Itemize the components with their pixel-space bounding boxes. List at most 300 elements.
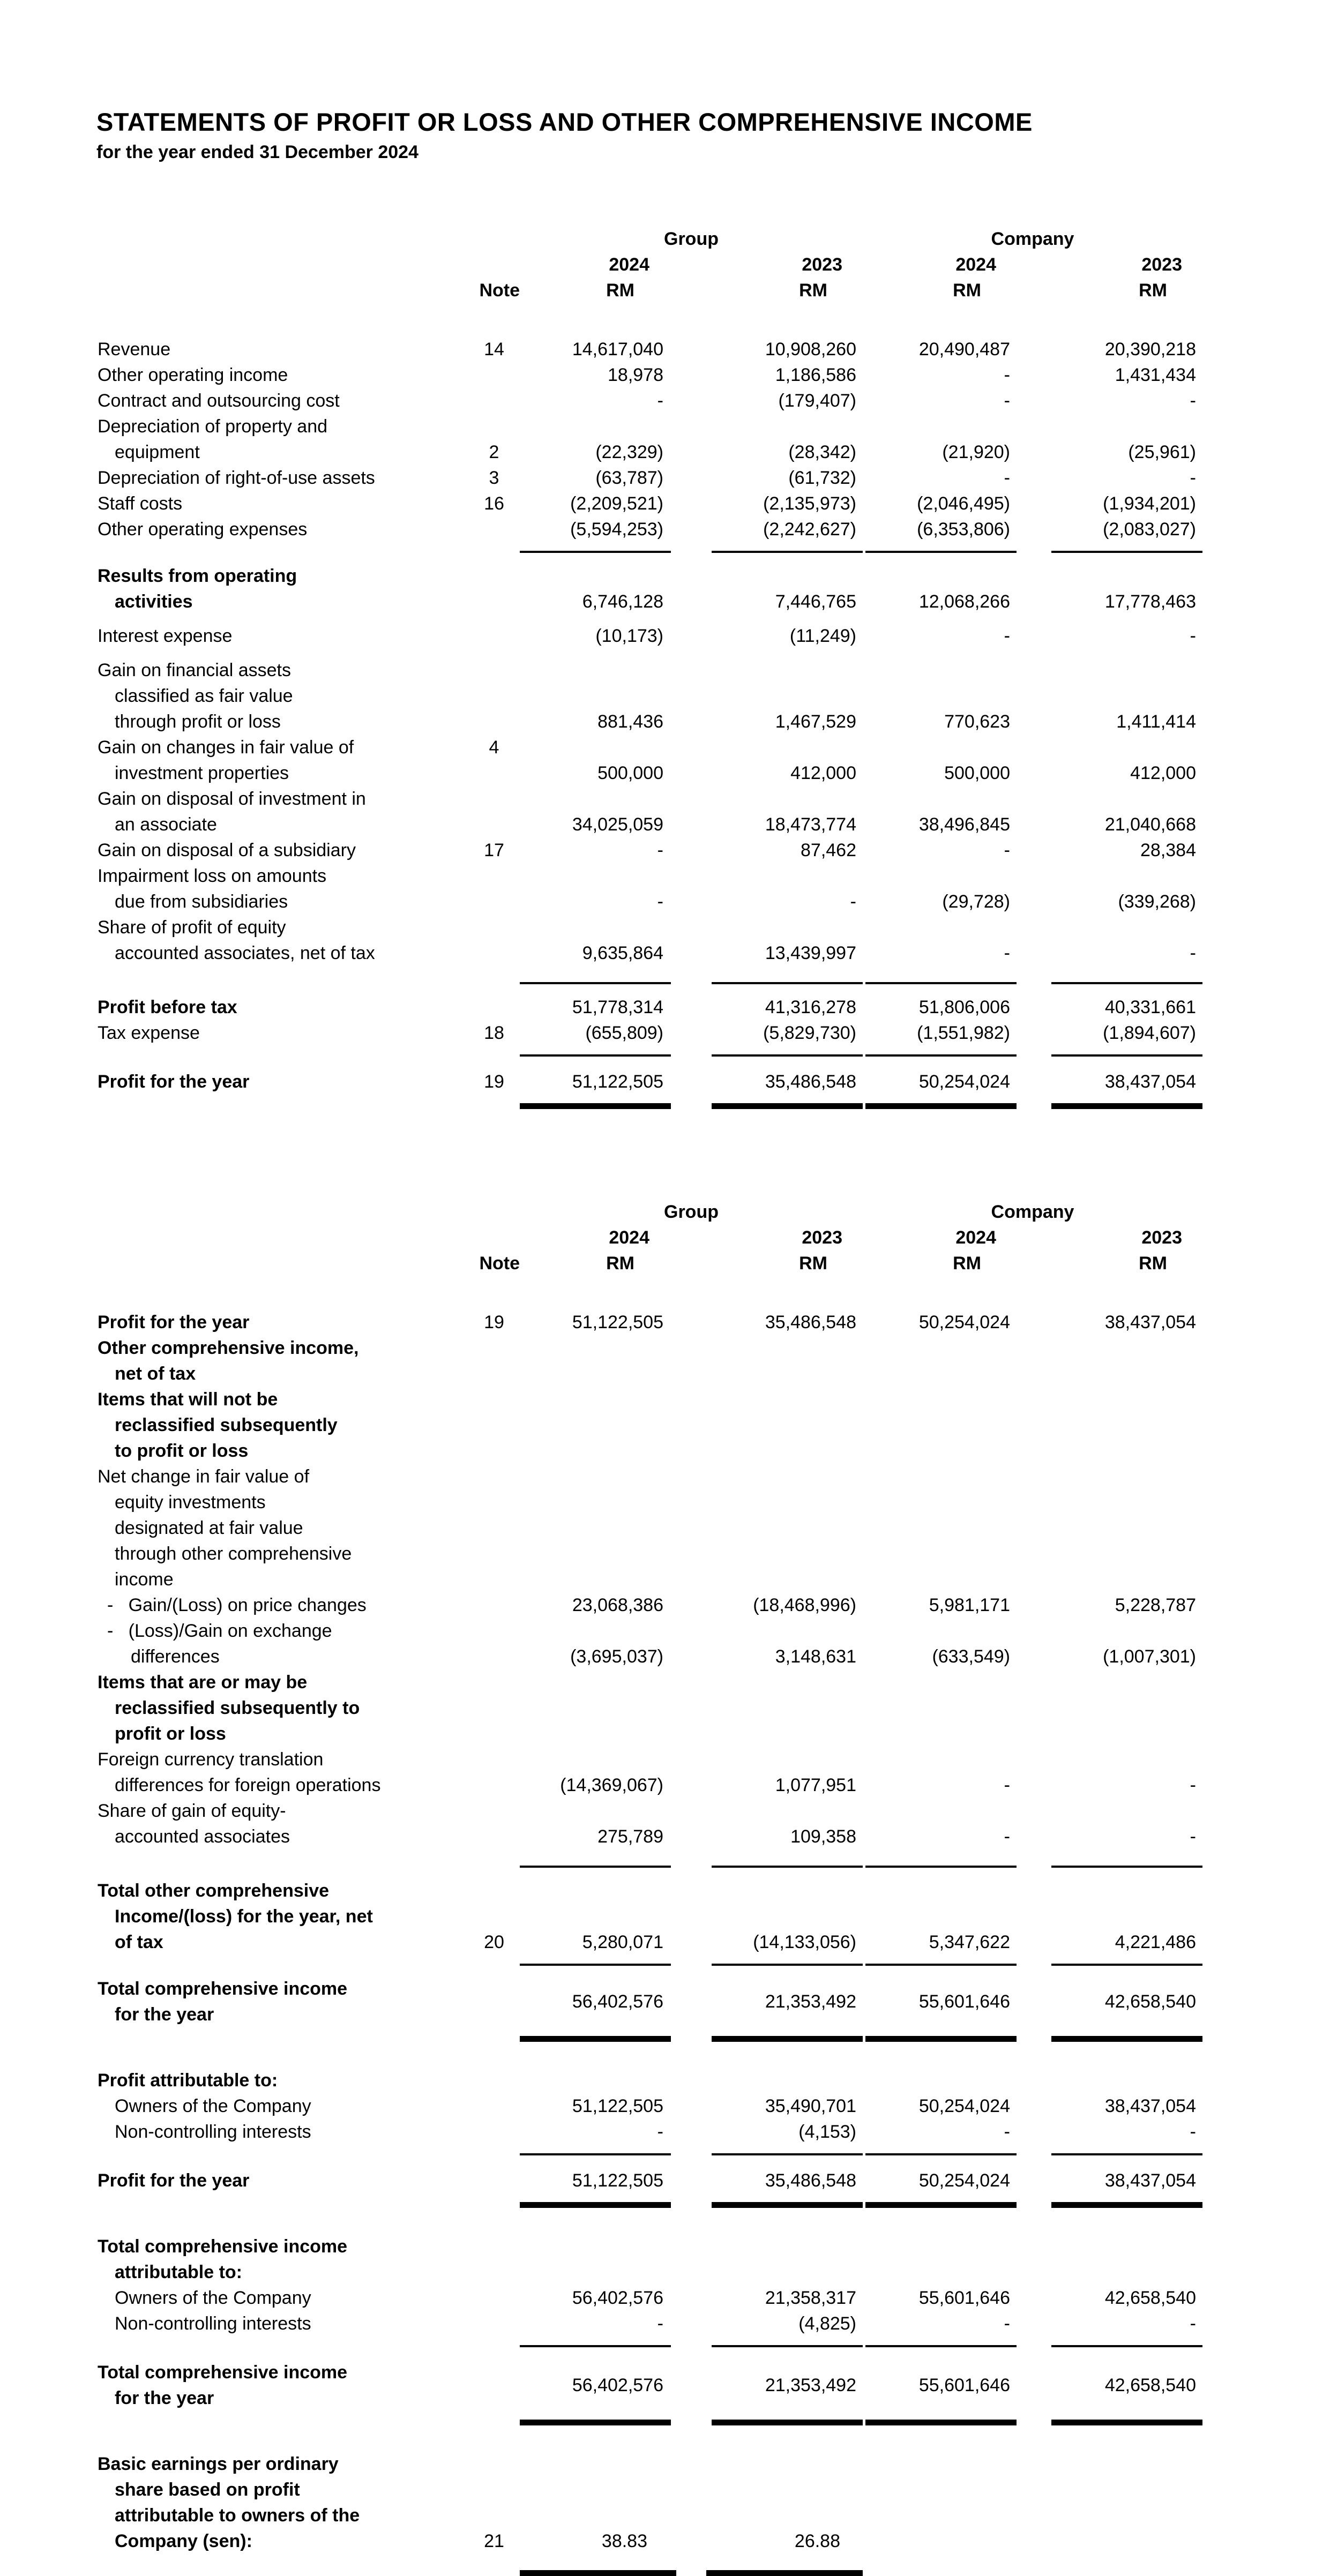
cell-value: 51,806,006 — [918, 997, 1010, 1017]
rule-cell — [670, 2420, 863, 2425]
statement-row — [96, 1020, 1330, 1046]
row-label — [96, 491, 472, 516]
cell-value: - — [657, 2122, 663, 2142]
underline-thin — [865, 2345, 1017, 2347]
currency-header: RM — [606, 1253, 634, 1274]
cell-value: 55,601,646 — [918, 1991, 1010, 2012]
rule-cell — [520, 2036, 670, 2042]
cell-value: 12,068,266 — [918, 591, 1010, 612]
rule-cell — [863, 2036, 1017, 2042]
rule-cell — [520, 1103, 670, 1109]
cell-value: 55,601,646 — [918, 2375, 1010, 2395]
row-label-line: accounted associates — [115, 1826, 290, 1847]
rule-cell — [520, 551, 670, 557]
underline-thick — [1051, 2202, 1202, 2208]
statement-row — [96, 735, 1330, 786]
note-ref: 14 — [484, 339, 504, 360]
rule-cell — [520, 2345, 670, 2351]
row-label — [96, 657, 472, 735]
cell-value: 50,254,024 — [918, 2170, 1010, 2191]
currency-header: RM — [799, 1253, 827, 1274]
cell-value: 412,000 — [1130, 763, 1196, 783]
note-ref: 16 — [484, 493, 504, 514]
cell-value: - — [657, 391, 663, 411]
row-label — [96, 623, 472, 649]
cell-value: 109,358 — [790, 1826, 856, 1847]
underline-thin — [1051, 1866, 1202, 1868]
cell-value: 35,486,548 — [765, 1072, 856, 1092]
row-label-line: Other operating income — [98, 365, 288, 385]
row-label — [96, 1618, 472, 1669]
note-column-header: Note — [479, 280, 520, 301]
cell-value: - — [1004, 2313, 1010, 2334]
cell-value: - — [1190, 2313, 1196, 2334]
rule-cell — [670, 2202, 863, 2208]
rule-cell — [670, 1103, 863, 1109]
row-label-line: Gain on changes in fair value of — [98, 737, 354, 758]
statement-row — [96, 786, 1330, 837]
cell-value: (18,468,996) — [753, 1595, 856, 1615]
row-label — [96, 1976, 472, 2027]
rule-cell — [1017, 551, 1202, 557]
row-label-line: classified as fair value — [115, 686, 293, 706]
row-label — [96, 362, 472, 388]
row-label — [96, 2451, 472, 2554]
cell-value: 41,316,278 — [765, 997, 856, 1017]
row-label-line: Share of gain of equity- — [98, 1801, 286, 1821]
underline-thick — [712, 1103, 863, 1109]
row-label-line: Profit before tax — [98, 997, 237, 1017]
header-rm-row — [96, 1250, 1330, 1276]
cell-value: - — [1190, 2122, 1196, 2142]
statement-row — [96, 1387, 1330, 1464]
statement-row — [96, 1592, 1330, 1618]
rule-cell — [863, 982, 1017, 988]
rule-row — [96, 2420, 1330, 2425]
rule-row — [96, 1103, 1330, 1109]
cell-value: 21,353,492 — [765, 2375, 856, 2395]
rule-cell — [1017, 2036, 1202, 2042]
cell-value: - — [1190, 468, 1196, 488]
cell-value: 50,254,024 — [918, 2096, 1010, 2116]
cell-value: (28,342) — [788, 442, 856, 462]
underline-thick — [520, 2202, 671, 2208]
rule-cell — [670, 1866, 863, 1871]
row-label — [96, 1335, 472, 1387]
underline-thin — [520, 2345, 671, 2347]
row-label-line: of tax — [115, 1932, 163, 1952]
rule-row — [96, 1964, 1330, 1970]
row-label-line: - Gain/(Loss) on price changes — [107, 1595, 367, 1615]
header-rm-row — [96, 278, 1330, 303]
underline-thick — [865, 2202, 1017, 2208]
underline-thick — [712, 2420, 863, 2425]
row-label-line: Gain on disposal of a subsidiary — [98, 840, 356, 860]
underline-thick — [712, 2036, 863, 2042]
row-label-line: Items that will not be — [98, 1389, 278, 1410]
year-header: 2023 — [1141, 1227, 1182, 1248]
cell-value: 881,436 — [597, 712, 663, 732]
row-label-line: activities — [115, 591, 193, 612]
cell-value: 23,068,386 — [572, 1595, 663, 1615]
note-ref: 19 — [484, 1312, 504, 1332]
row-label-line: income — [115, 1569, 174, 1590]
note-ref: 2 — [489, 442, 499, 462]
row-label — [96, 2168, 472, 2193]
cell-value: (22,329) — [595, 442, 663, 462]
cell-value: (4,153) — [798, 2122, 856, 2142]
cell-value: - — [1004, 365, 1010, 385]
rule-row — [96, 1054, 1330, 1060]
cell-value: - — [657, 2313, 663, 2334]
cell-value: 500,000 — [944, 763, 1010, 783]
row-label-line: Total comprehensive income — [98, 2362, 348, 2383]
row-label — [96, 2285, 472, 2311]
company-column-header: Company — [991, 1202, 1074, 1222]
cell-value: 500,000 — [597, 763, 663, 783]
cell-value: 21,040,668 — [1104, 814, 1196, 835]
row-label-line: Profit for the year — [98, 2170, 250, 2191]
row-label-line: Total comprehensive income — [98, 1979, 348, 1999]
rule-row — [96, 551, 1330, 557]
cell-value: - — [1190, 1775, 1196, 1795]
year-header: 2024 — [955, 254, 996, 275]
note-ref: 18 — [484, 1023, 504, 1043]
row-label — [96, 2119, 472, 2145]
rule-cell — [670, 2345, 863, 2351]
cell-value: 35,486,548 — [765, 1312, 856, 1332]
underline-thin — [712, 1054, 863, 1057]
row-label — [96, 837, 472, 863]
cell-value: 38,437,054 — [1104, 2170, 1196, 2191]
row-label-line: attributable to: — [115, 2262, 242, 2282]
cell-value: 38.83 — [601, 2531, 647, 2551]
row-label-line: Staff costs — [98, 493, 183, 514]
rule-cell — [863, 551, 1017, 557]
statement-row — [96, 563, 1330, 615]
statement-row — [96, 1798, 1330, 1849]
header-year-row — [96, 1225, 1330, 1250]
cell-value: - — [1190, 1826, 1196, 1847]
rule-cell — [1017, 2153, 1202, 2159]
cell-value: 4,221,486 — [1115, 1932, 1196, 1952]
cell-value: 38,437,054 — [1104, 2096, 1196, 2116]
row-label-line: reclassified subsequently to — [115, 1698, 360, 1718]
cell-value: (1,894,607) — [1103, 1023, 1196, 1043]
header-group-row — [96, 226, 1330, 252]
row-label-line: Other comprehensive income, — [98, 1338, 359, 1358]
rule-cell — [1017, 2420, 1202, 2425]
underline-thin — [712, 1964, 863, 1966]
cell-value: 6,746,128 — [582, 591, 663, 612]
rule-cell — [670, 1054, 863, 1060]
cell-value: 1,077,951 — [775, 1775, 856, 1795]
row-label-line: Profit for the year — [98, 1072, 250, 1092]
cell-value: 1,431,434 — [1115, 365, 1196, 385]
row-label-line: due from subsidiaries — [115, 892, 288, 912]
statement-row — [96, 1747, 1330, 1798]
underline-thin — [712, 982, 863, 984]
year-header: 2024 — [955, 1227, 996, 1248]
header-year-row — [96, 252, 1330, 278]
row-label-line: Income/(loss) for the year, net — [115, 1906, 373, 1927]
row-label — [96, 465, 472, 491]
rule-row — [96, 2345, 1330, 2351]
row-label — [96, 735, 472, 786]
table-rows — [96, 336, 1330, 1109]
statement-row — [96, 2234, 1330, 2285]
note-ref: 21 — [484, 2531, 504, 2551]
cell-value: 21,358,317 — [765, 2288, 856, 2308]
rule-cell — [863, 2420, 1017, 2425]
row-label-line: differences for foreign operations — [115, 1775, 381, 1795]
row-label-line: to profit or loss — [115, 1441, 249, 1461]
statement-row — [96, 388, 1330, 414]
row-label-line: differences — [131, 1646, 220, 1667]
cell-value: (2,242,627) — [763, 519, 856, 540]
cell-value: - — [657, 892, 663, 912]
rule-cell — [1017, 1866, 1202, 1871]
cell-value: (1,007,301) — [1103, 1646, 1196, 1667]
underline-thick — [520, 2420, 671, 2425]
cell-value: (6,353,806) — [917, 519, 1010, 540]
cell-value: 1,186,586 — [775, 365, 856, 385]
cell-value: 10,908,260 — [765, 339, 856, 360]
statement-row — [96, 2168, 1330, 2193]
rule-cell — [520, 1054, 670, 1060]
row-label-line: an associate — [115, 814, 217, 835]
cell-value: 50,254,024 — [918, 1312, 1010, 1332]
statement-row — [96, 1464, 1330, 1592]
cell-value: 34,025,059 — [572, 814, 663, 835]
currency-header: RM — [953, 1253, 981, 1274]
cell-value: - — [1004, 391, 1010, 411]
row-label-line: designated at fair value — [115, 1518, 303, 1538]
cell-value: 38,437,054 — [1104, 1312, 1196, 1332]
cell-value: 55,601,646 — [918, 2288, 1010, 2308]
row-label-line: attributable to owners of the — [115, 2505, 360, 2526]
row-label — [96, 563, 472, 615]
row-label-line: Profit attributable to: — [98, 2070, 278, 2091]
table-header — [96, 1199, 1330, 1276]
underline-thick — [1051, 2420, 1202, 2425]
cell-value: (25,961) — [1128, 442, 1196, 462]
cell-value: (14,369,067) — [560, 1775, 663, 1795]
row-label-line: Non-controlling interests — [115, 2313, 311, 2334]
note-ref: 3 — [489, 468, 499, 488]
cell-value: 26.88 — [794, 2531, 840, 2551]
currency-header: RM — [1139, 1253, 1167, 1274]
statement-row — [96, 623, 1330, 649]
statement-row — [96, 516, 1330, 542]
cell-value: (633,549) — [932, 1646, 1010, 1667]
row-label — [96, 336, 472, 362]
statement-row — [96, 915, 1330, 966]
group-column-header: Group — [664, 229, 719, 249]
cell-value: 7,446,765 — [775, 591, 856, 612]
note-ref: 4 — [489, 737, 499, 758]
cell-value: 770,623 — [944, 712, 1010, 732]
cell-value: 51,122,505 — [572, 2170, 663, 2191]
cell-value: 13,439,997 — [765, 943, 856, 963]
row-label-line: - (Loss)/Gain on exchange — [107, 1621, 332, 1641]
statement-row — [96, 2311, 1330, 2337]
row-label-line: Items that are or may be — [98, 1672, 308, 1693]
header-group-row — [96, 1199, 1330, 1225]
cell-value: 51,122,505 — [572, 1072, 663, 1092]
currency-header: RM — [606, 280, 634, 301]
statement-row — [96, 1618, 1330, 1669]
underline-thin — [865, 982, 1017, 984]
cell-value: (179,407) — [778, 391, 856, 411]
row-label — [96, 863, 472, 915]
cell-value: 28,384 — [1140, 840, 1196, 860]
rule-cell — [863, 2345, 1017, 2351]
underline-thick — [865, 2036, 1017, 2042]
rule-cell — [670, 1964, 863, 1970]
underline-thick — [865, 2420, 1017, 2425]
cell-value: 51,122,505 — [572, 2096, 663, 2116]
rule-cell — [670, 551, 863, 557]
cell-value: 42,658,540 — [1104, 2288, 1196, 2308]
row-label-line: Basic earnings per ordinary — [98, 2454, 339, 2474]
row-label — [96, 1747, 472, 1798]
row-label-line: through other comprehensive — [115, 1544, 352, 1564]
year-header: 2024 — [609, 1227, 649, 1248]
cell-value: 21,353,492 — [765, 1991, 856, 2012]
row-label-line: Total other comprehensive — [98, 1881, 330, 1901]
underline-thin — [1051, 1054, 1202, 1057]
row-label-line: Owners of the Company — [115, 2288, 311, 2308]
page-subtitle: for the year ended 31 December 2024 — [96, 142, 419, 162]
row-label-line: Other operating expenses — [98, 519, 308, 540]
statement-row — [96, 1335, 1330, 1387]
cell-value: 87,462 — [801, 840, 856, 860]
rule-cell — [1017, 1964, 1202, 1970]
rule-row — [96, 2153, 1330, 2159]
underline-thin — [1051, 982, 1202, 984]
row-label-line: share based on profit — [115, 2480, 300, 2500]
cell-value: (2,135,973) — [763, 493, 856, 514]
underline-thin — [1051, 1964, 1202, 1966]
row-label — [96, 2093, 472, 2119]
row-label — [96, 414, 472, 465]
note-ref: 19 — [484, 1072, 504, 1092]
row-label-line: Depreciation of right-of-use assets — [98, 468, 375, 488]
cell-value: - — [1190, 626, 1196, 646]
row-label-line: Company (sen): — [115, 2531, 252, 2551]
row-label-line: Results from operating — [98, 566, 297, 586]
cell-value: - — [1004, 1826, 1010, 1847]
profit-or-loss-table — [96, 226, 1330, 1109]
rule-cell — [1017, 1103, 1202, 1109]
underline-thin — [520, 551, 671, 553]
cell-value: 412,000 — [790, 763, 856, 783]
row-label — [96, 1669, 472, 1747]
statement-row — [96, 1309, 1330, 1335]
row-label — [96, 1069, 472, 1095]
cell-value: (61,732) — [788, 468, 856, 488]
rule-cell — [1017, 2202, 1202, 2208]
row-label — [96, 915, 472, 966]
underline-thick — [520, 1103, 671, 1109]
row-label-line: for the year — [115, 2004, 214, 2025]
rule-row — [96, 982, 1330, 988]
cell-value: 50,254,024 — [918, 1072, 1010, 1092]
rule-cell — [863, 1964, 1017, 1970]
cell-value: (3,695,037) — [570, 1646, 663, 1667]
statement-row — [96, 1878, 1330, 1955]
rule-row — [96, 2202, 1330, 2208]
year-header: 2023 — [802, 1227, 842, 1248]
underline-thin — [865, 1866, 1017, 1868]
cell-value: 51,122,505 — [572, 1312, 663, 1332]
cell-value: (4,825) — [798, 2313, 856, 2334]
row-label-line: Depreciation of property and — [98, 416, 328, 437]
row-label-line: Gain on financial assets — [98, 660, 291, 680]
cell-value: 275,789 — [597, 1826, 663, 1847]
cell-value: 1,411,414 — [1116, 712, 1196, 732]
underline-thick — [712, 2202, 863, 2208]
row-label-line: Total comprehensive income — [98, 2236, 348, 2257]
statement-row — [96, 2093, 1330, 2119]
row-label-line: reclassified subsequently — [115, 1415, 338, 1435]
rule-cell — [670, 2153, 863, 2159]
row-label — [96, 1020, 472, 1046]
underline-thin — [865, 551, 1017, 553]
row-label — [96, 1309, 472, 1335]
underline-thin — [712, 551, 863, 553]
rule-cell — [520, 982, 670, 988]
row-label — [96, 2234, 472, 2285]
cell-value: 18,473,774 — [765, 814, 856, 835]
underline-thin — [865, 1964, 1017, 1966]
row-label-line: profit or loss — [115, 1724, 226, 1744]
rule-cell — [863, 2153, 1017, 2159]
cell-value: (11,249) — [789, 626, 856, 646]
currency-header: RM — [799, 280, 827, 301]
page-title: STATEMENTS OF PROFIT OR LOSS AND OTHER COMPREHENSIVE INCOME — [96, 108, 1033, 136]
underline-thin — [520, 1964, 671, 1966]
row-label-line: equity investments — [115, 1492, 266, 1512]
rule-cell — [520, 2202, 670, 2208]
row-label — [96, 1592, 472, 1618]
underline-thin — [520, 982, 671, 984]
cell-value: 9,635,864 — [582, 943, 663, 963]
row-label — [96, 516, 472, 542]
cell-value: (63,787) — [595, 468, 663, 488]
cell-value: (5,829,730) — [763, 1023, 856, 1043]
rule-cell — [670, 982, 863, 988]
row-label — [96, 1798, 472, 1849]
cell-value: - — [1190, 943, 1196, 963]
underline-thin — [865, 1054, 1017, 1057]
rule-cell — [520, 2153, 670, 2159]
rule-row — [96, 2036, 1330, 2042]
cell-value: 18,978 — [608, 365, 663, 385]
row-label-line: Profit for the year — [98, 1312, 250, 1332]
statement-row — [96, 362, 1330, 388]
row-label-line: for the year — [115, 2388, 214, 2408]
year-header: 2024 — [609, 254, 649, 275]
company-column-header: Company — [991, 229, 1074, 249]
underline-thick — [1051, 1103, 1202, 1109]
row-label — [96, 388, 472, 414]
cell-value: 14,617,040 — [572, 339, 663, 360]
row-label-line: accounted associates, net of tax — [115, 943, 375, 963]
statement-row — [96, 863, 1330, 915]
row-label-line: equipment — [115, 442, 200, 462]
